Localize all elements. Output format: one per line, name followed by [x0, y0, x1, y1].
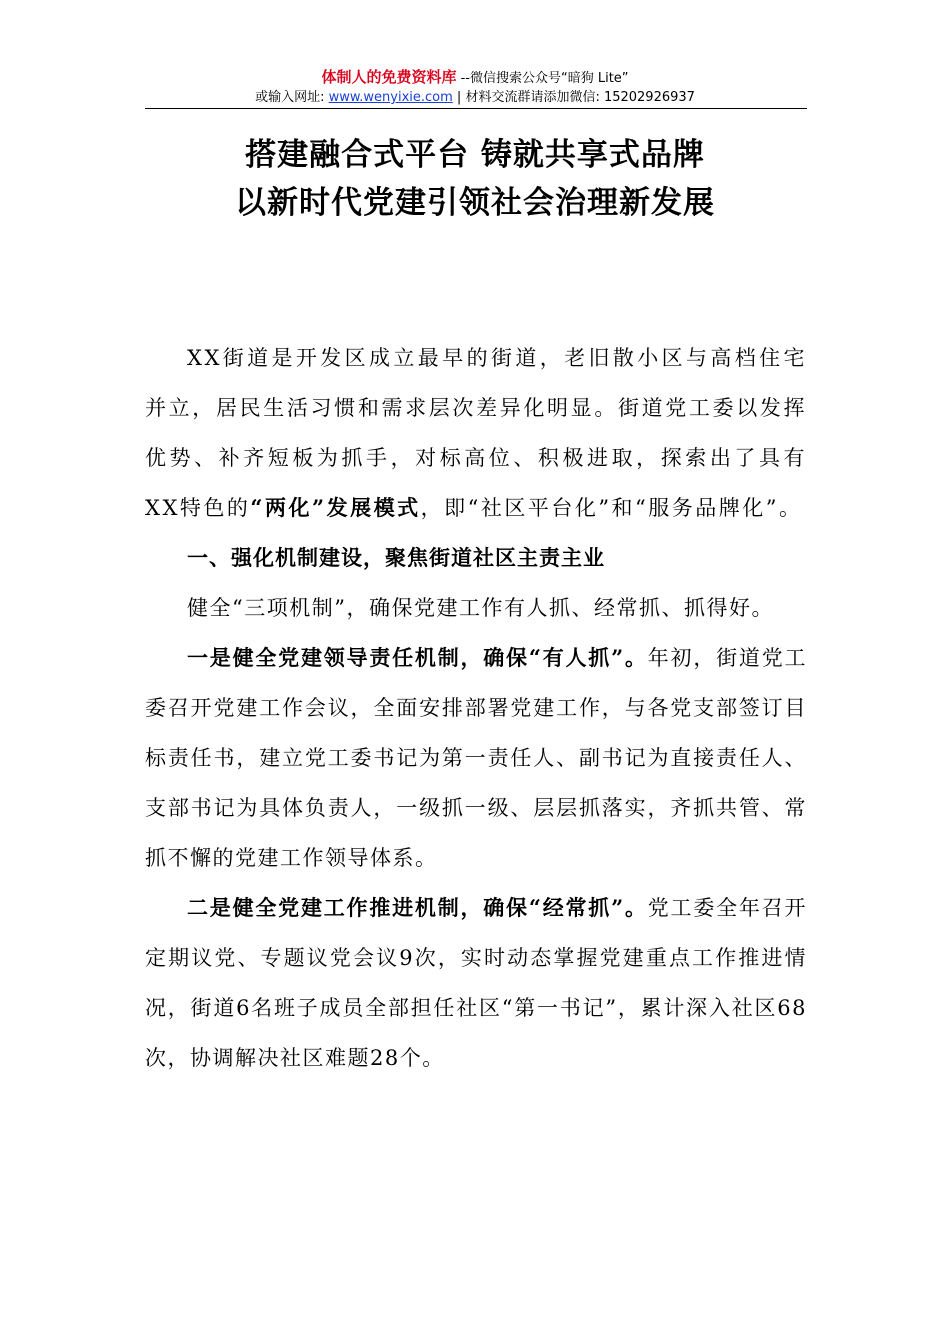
item-1-text: 年初，街道党工委召开党建工作会议，全面安排部署党建工作，与各党支部签订目标责任书，建立党工委书记为第一责任人、副书记为直接责任人、支部书记为具体负责人，一级抓一级、层层抓落实，齐抓共管、常抓不懈的党建工作领导体系。 [145, 646, 807, 870]
url-prefix: 或输入网址: [255, 90, 329, 105]
intro-paragraph [145, 333, 807, 533]
brand-name: 体制人的免费资料库 [321, 68, 457, 86]
header-line-1 [145, 68, 805, 88]
item-1-paragraph [145, 633, 807, 883]
item-2-paragraph [145, 883, 807, 1083]
website-link[interactable]: www.wenyixie.com [328, 90, 453, 105]
item-2-text: 党工委全年召开定期议党、专题议党会议9次，实时动态掌握党建重点工作推进情况，街道6名班子成员全部担任社区“第一书记”，累计深入社区68次，协调解决社区难题28个。 [145, 896, 807, 1070]
intro-bold-text: “两化”发展模式 [250, 495, 421, 520]
contact-info: | 材料交流群请添加微信: 15202926937 [452, 90, 695, 105]
wechat-note: --微信搜索公众号“暗狗 Lite” [456, 71, 629, 86]
section-1-heading: 一、强化机制建设，聚焦街道社区主责主业 [187, 546, 605, 570]
item-2-heading: 二是健全党建工作推进机制，确保“经常抓”。 [187, 895, 648, 920]
title-line-2: 以新时代党建引领社会治理新发展 [235, 185, 715, 221]
header-divider [145, 108, 807, 109]
document-body [145, 333, 807, 1083]
header-line-2 [145, 89, 805, 107]
item-1-heading: 一是健全党建领导责任机制，确保“有人抓”。 [187, 645, 648, 670]
intro-end-text: ，即“社区平台化”和“服务品牌化”。 [420, 496, 803, 520]
section-1-lead: 健全“三项机制”，确保党建工作有人抓、经常抓、抓得好。 [187, 596, 774, 620]
intro-text: XX街道是开发区成立最早的街道，老旧散小区与高档住宅并立，居民生活习惯和需求层次差异化明显。街道党工委以发挥优势、补齐短板为抓手，对标高位、积极进取，探索出了具有XX特色的 [145, 346, 807, 520]
title-line-1: 搭建融合式平台 铸就共享式品牌 [245, 137, 705, 173]
